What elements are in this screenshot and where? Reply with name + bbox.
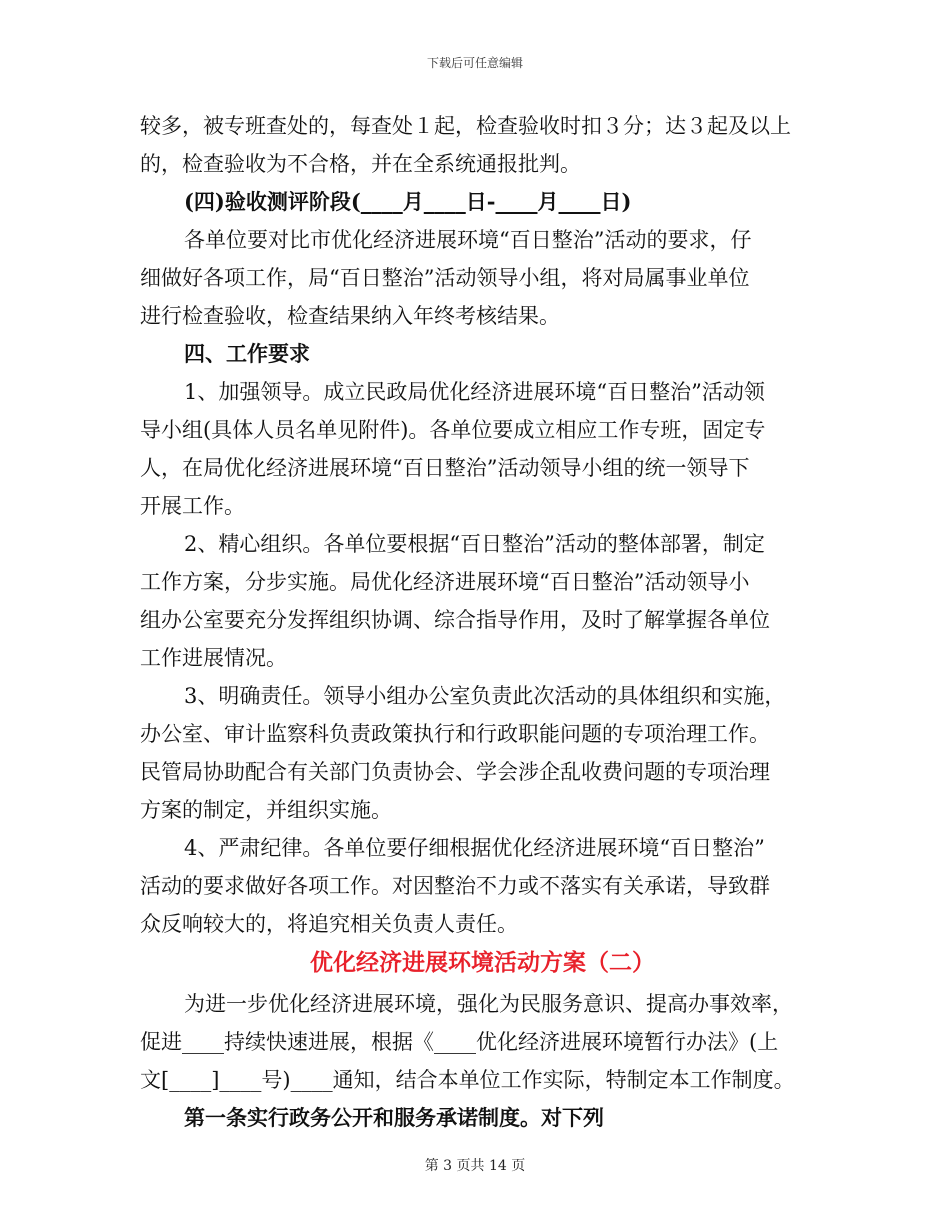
text-line: 组办公室要充分发挥组织协调、综合指导作用，及时了解掌握各单位 <box>140 608 770 632</box>
text-line: 促进____持续快速进展，根据《____优化经济进展环境暂行办法》(上 <box>140 1030 779 1054</box>
document-body <box>140 107 820 1137</box>
text-line: 2、精心组织。各单位要根据“百日整治”活动的整体部署，制定 <box>184 532 765 556</box>
text-line: 方案的制定，并组织实施。 <box>140 798 392 822</box>
text-line: 文[____]____号)____通知，结合本单位工作实际，特制定本工作制度。 <box>140 1068 795 1092</box>
text-line: 3、明确责任。领导小组办公室负责此次活动的具体组织和实施， <box>184 684 786 708</box>
text-line: 活动的要求做好各项工作。对因整治不力或不落实有关承诺，导致群 <box>140 874 770 898</box>
text-line: 导小组(具体人员名单见附件)。各单位要成立相应工作专班，固定专 <box>140 418 766 442</box>
text-line: (四)验收测评阶段(____月____日-____月____日) <box>184 189 632 214</box>
text-line: 工作方案，分步实施。局优化经济进展环境“百日整治”活动领导小 <box>140 570 750 594</box>
section-title: 优化经济进展环境活动方案（二） <box>310 949 655 976</box>
text-line: 的，检查验收为不合格，并在全系统通报批判。 <box>140 152 581 176</box>
text-line: 第一条实行政务公开和服务承诺制度。对下列 <box>184 1105 604 1130</box>
text-line: 进行检查验收，检查结果纳入年终考核结果。 <box>140 304 560 328</box>
text-line: 民管局协助配合有关部门负责协会、学会涉企乱收费问题的专项治理 <box>140 760 770 784</box>
text-line: 工作进展情况。 <box>140 646 287 670</box>
text-line: 1、加强领导。成立民政局优化经济进展环境“百日整治”活动领 <box>184 380 765 404</box>
text-line: 四、工作要求 <box>184 341 310 366</box>
page-footer: 第 3 页共 14 页 <box>424 1158 526 1174</box>
text-line: 为进一步优化经济进展环境，强化为民服务意识、提高办事效率， <box>184 992 793 1016</box>
text-line: 细做好各项工作，局“百日整治”活动领导小组，将对局属事业单位 <box>140 266 750 290</box>
text-line: 各单位要对比市优化经济进展环境“百日整治”活动的要求，仔 <box>184 228 752 252</box>
text-line: 较多，被专班查处的，每查处１起，检查验收时扣３分；达３起及以上 <box>140 114 791 138</box>
text-line: 人，在局优化经济进展环境“百日整治”活动领导小组的统一领导下 <box>140 456 750 480</box>
text-line: 开展工作。 <box>140 494 245 518</box>
text-line: 众反响较大的，将追究相关负责人责任。 <box>140 912 518 936</box>
page-header: 下载后可任意编辑 <box>426 56 523 70</box>
text-line: 4、严肃纪律。各单位要仔细根据优化经济进展环境“百日整治” <box>184 836 765 860</box>
text-line: 办公室、审计监察科负责政策执行和行政职能问题的专项治理工作。 <box>140 722 770 746</box>
